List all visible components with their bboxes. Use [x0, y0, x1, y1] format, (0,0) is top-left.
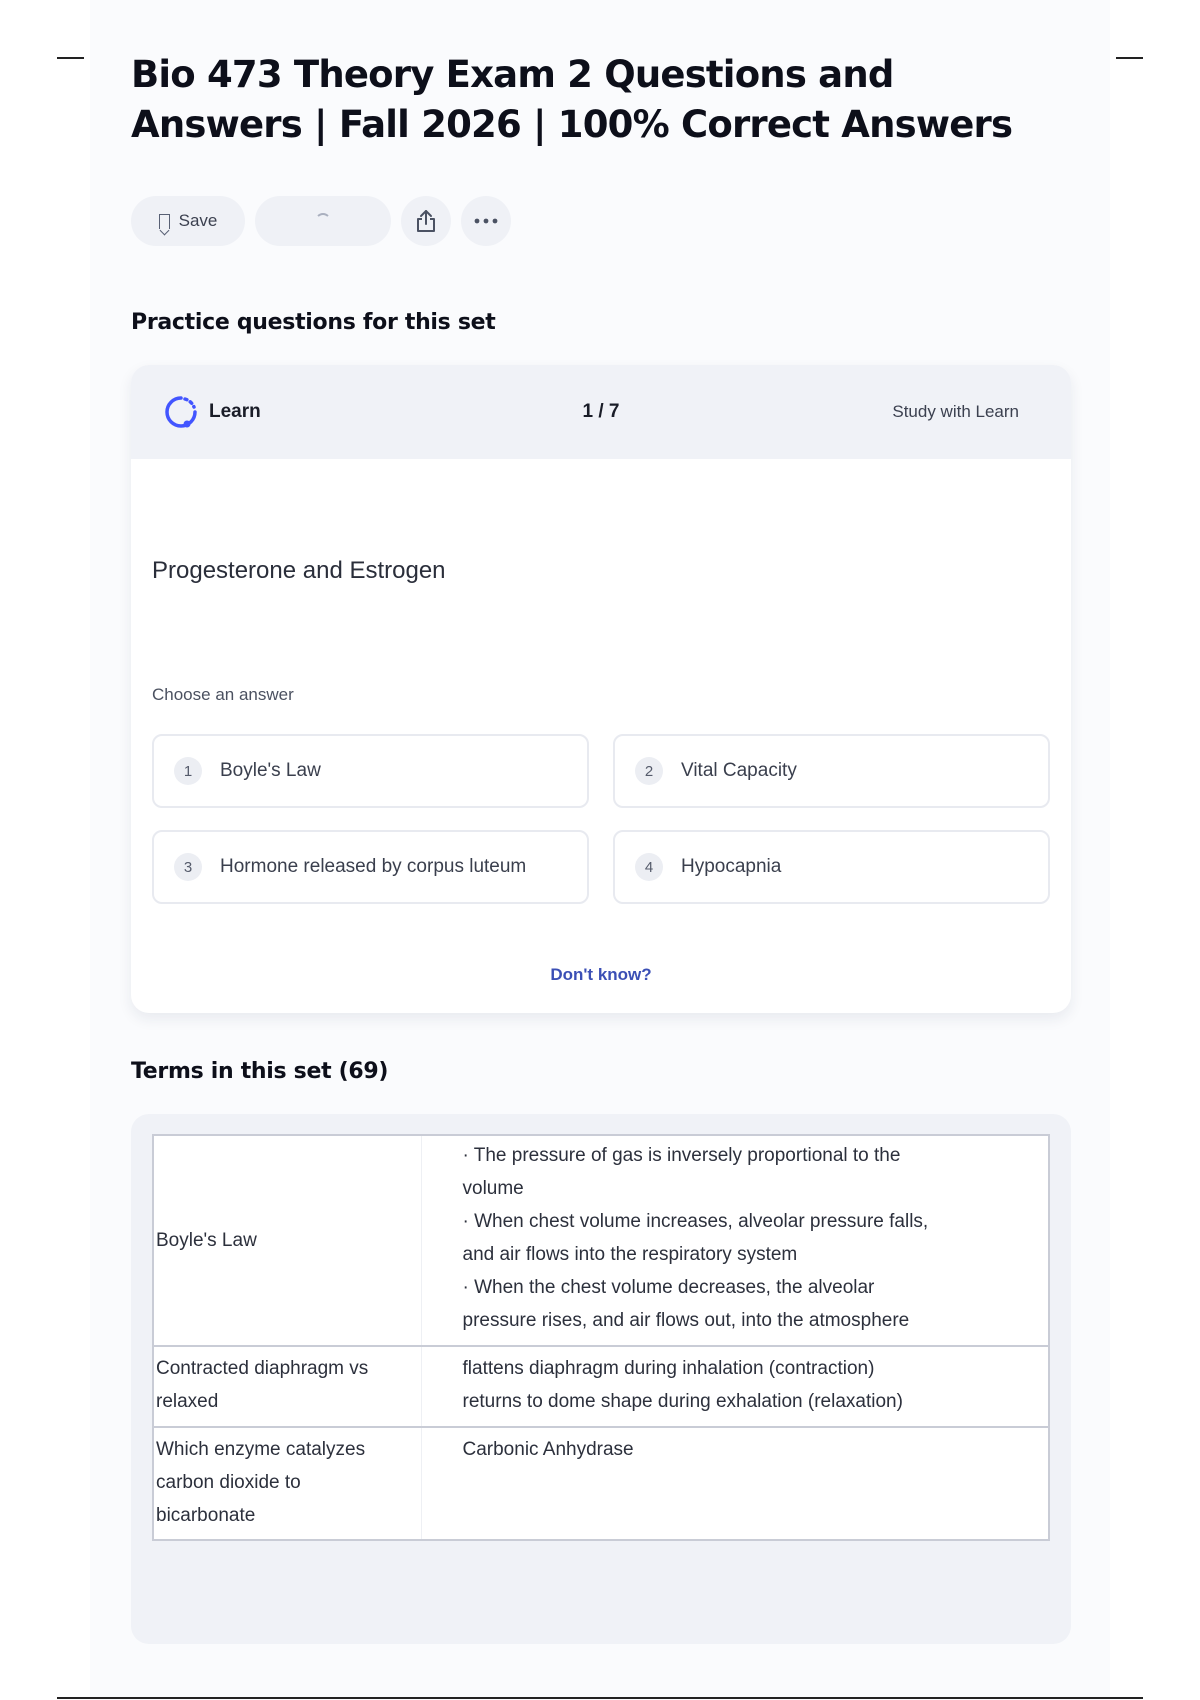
definition-cell	[421, 1346, 1049, 1427]
term-line: Contracted diaphragm vs	[156, 1358, 369, 1379]
learn-icon	[163, 394, 199, 430]
definition-line: pressure rises, and air flows out, into the atmosphere	[462, 1310, 910, 1331]
term-cell	[153, 1346, 421, 1427]
option-text: Hypocapnia	[681, 856, 782, 877]
option-text: Vital Capacity	[681, 760, 797, 781]
terms-heading: Terms in this set (69)	[131, 1059, 389, 1084]
definition-cell	[421, 1427, 1049, 1540]
definition-cell	[421, 1135, 1049, 1346]
study-with-learn-link[interactable]: Study with Learn	[892, 402, 1019, 421]
table-row	[153, 1346, 1049, 1427]
term-line: Which enzyme catalyzes	[156, 1439, 366, 1460]
option-number: 2	[635, 757, 663, 785]
choose-answer-label: Choose an answer	[152, 685, 294, 704]
definition-line: and air flows into the respiratory system	[462, 1244, 798, 1265]
option-text: Hormone released by corpus luteum	[220, 856, 527, 877]
option-number: 1	[174, 757, 202, 785]
definition-line: volume	[462, 1178, 524, 1199]
learn-label: Learn	[209, 401, 261, 422]
term-cell	[153, 1135, 421, 1346]
definition-line: · The pressure of gas is inversely proportional to the	[462, 1145, 901, 1166]
term-line: relaxed	[156, 1391, 219, 1412]
option-number: 3	[174, 853, 202, 881]
term-line: bicarbonate	[156, 1505, 256, 1526]
answer-option[interactable]	[613, 734, 1050, 808]
practice-heading: Practice questions for this set	[131, 310, 496, 335]
learn-header	[131, 365, 1071, 459]
more-horizontal-icon	[474, 218, 498, 224]
term-cell	[153, 1427, 421, 1540]
term-text: Boyle's Law	[156, 1230, 257, 1251]
spinner-icon	[315, 213, 331, 229]
learn-card	[131, 365, 1071, 1013]
main-content	[131, 50, 1071, 1644]
progress-counter: 1 / 7	[582, 401, 620, 422]
dont-know-link[interactable]: Don't know?	[550, 965, 652, 984]
save-button[interactable]	[131, 196, 245, 246]
learn-brand	[163, 394, 261, 430]
more-options-button[interactable]	[461, 196, 511, 246]
terms-card	[131, 1114, 1071, 1644]
definition-line: flattens diaphragm during inhalation (contraction)	[462, 1358, 875, 1379]
crop-mark-left	[57, 57, 84, 59]
loading-button[interactable]	[255, 196, 391, 246]
definition-line: returns to dome shape during exhalation (relaxation)	[462, 1391, 903, 1412]
share-button[interactable]	[401, 196, 451, 246]
definition-line: Carbonic Anhydrase	[462, 1439, 634, 1460]
action-bar	[131, 196, 1071, 246]
save-label: Save	[178, 211, 218, 230]
answer-option[interactable]	[152, 734, 589, 808]
table-row	[153, 1427, 1049, 1540]
definition-line: · When the chest volume decreases, the alveolar	[462, 1277, 875, 1298]
answer-option[interactable]	[152, 830, 589, 904]
crop-mark-right	[1116, 57, 1143, 59]
term-line: carbon dioxide to	[156, 1472, 301, 1493]
answer-option[interactable]	[613, 830, 1050, 904]
definition-line: · When chest volume increases, alveolar pressure falls,	[462, 1211, 929, 1232]
option-text: Boyle's Law	[220, 760, 321, 781]
bottom-rule	[57, 1697, 1143, 1699]
terms-table	[152, 1134, 1050, 1541]
question-prompt: Progesterone and Estrogen	[152, 557, 446, 584]
page-title: Bio 473 Theory Exam 2 Questions and Answers | Fall 2026 | 100% Correct Answers	[131, 53, 1013, 146]
bookmark-icon	[159, 214, 170, 229]
share-icon	[415, 209, 437, 233]
table-row	[153, 1135, 1049, 1346]
answer-options	[152, 734, 1050, 904]
option-number: 4	[635, 853, 663, 881]
